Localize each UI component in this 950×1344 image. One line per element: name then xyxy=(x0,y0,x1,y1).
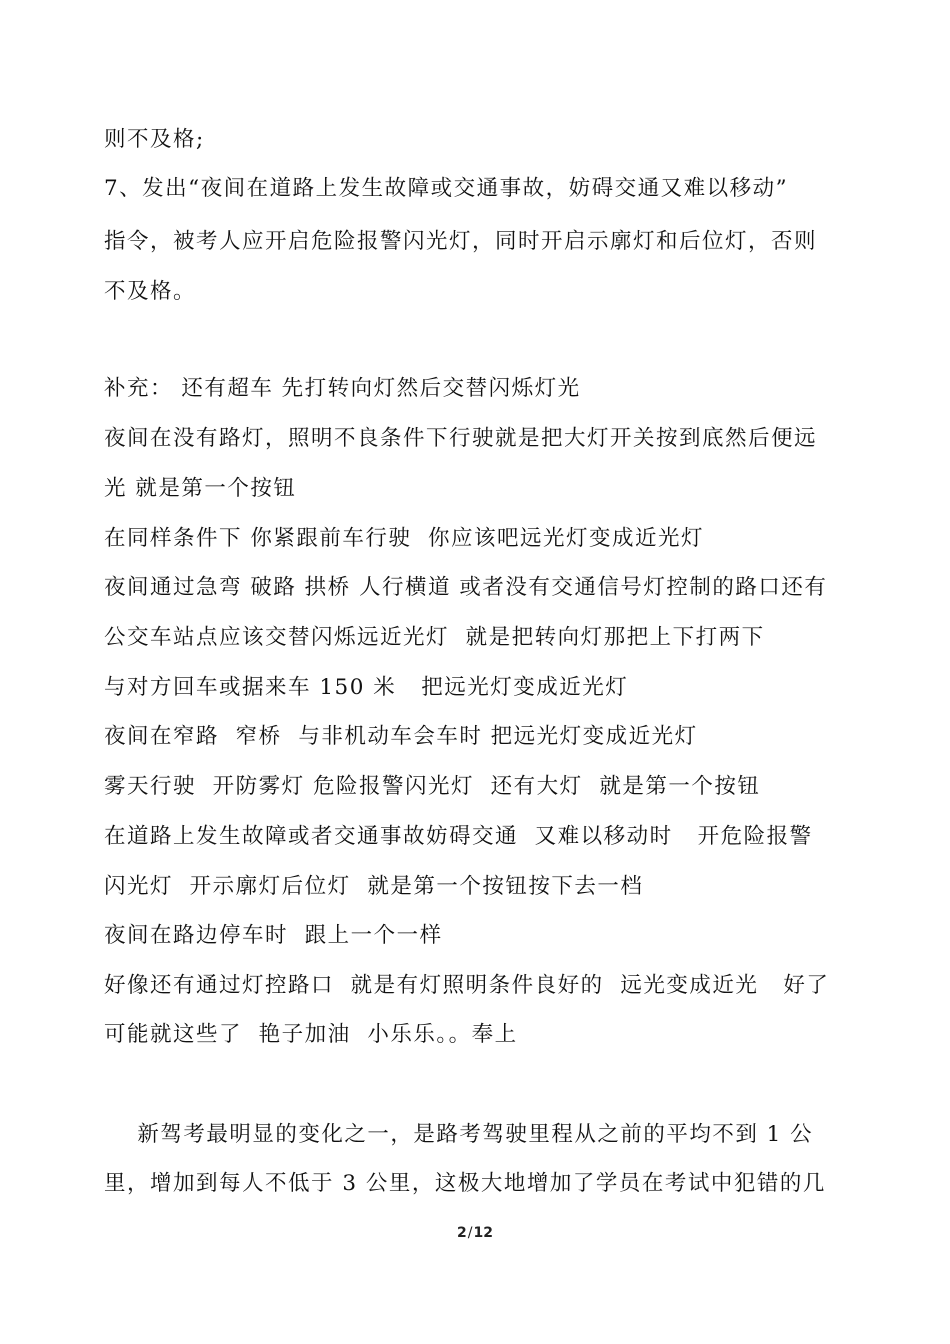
text-line: 公交车站点应该交替闪烁远近光灯 就是把转向灯那把上下打两下 xyxy=(104,625,765,650)
text-line: 7、发出“夜间在道路上发生故障或交通事故，妨碍交通又难以移动” xyxy=(104,176,789,201)
current-page: 2 xyxy=(457,1225,467,1241)
text-line: 新驾考最明显的变化之一，是路考驾驶里程从之前的平均不到 1 公 xyxy=(104,1122,814,1147)
text-line: 在同样条件下 你紧跟前车行驶 你应该吧远光灯变成近光灯 xyxy=(104,526,705,551)
text-line: 夜间在窄路 窄桥 与非机动车会车时 把远光灯变成近光灯 xyxy=(104,724,698,749)
text-line: 光 就是第一个按钮 xyxy=(104,476,297,501)
text-line: 与对方回车或据来车 150 米 把远光灯变成近光灯 xyxy=(104,675,629,700)
page-separator: / xyxy=(467,1225,473,1241)
text-line: 闪光灯 开示廓灯后位灯 就是第一个按钮按下去一档 xyxy=(104,874,644,899)
text-line: 夜间通过急弯 破路 拱桥 人行横道 或者没有交通信号灯控制的路口还有 xyxy=(104,575,828,600)
page-number xyxy=(0,1225,950,1241)
text-line: 夜间在没有路灯，照明不良条件下行驶就是把大灯开关按到底然后便远 xyxy=(104,426,818,451)
text-line: 可能就这些了 艳子加油 小乐乐。。奉上 xyxy=(104,1022,518,1047)
text-line: 雾天行驶 开防雾灯 危险报警闪光灯 还有大灯 就是第一个按钮 xyxy=(104,774,761,799)
text-line: 不及格。 xyxy=(104,279,197,304)
total-pages: 12 xyxy=(473,1225,493,1241)
text-line: 则不及格; xyxy=(104,127,205,152)
text-line: 在道路上发生故障或者交通事故妨碍交通 又难以移动时 开危险报警 xyxy=(104,824,813,849)
text-line: 里，增加到每人不低于 3 公里，这极大地增加了学员在考试中犯错的几 xyxy=(104,1171,826,1196)
text-line: 好像还有通过灯控路口 就是有灯照明条件良好的 远光变成近光 好了 xyxy=(104,973,830,998)
text-line: 夜间在路边停车时 跟上一个一样 xyxy=(104,923,443,948)
text-line: 指令，被考人应开启危险报警闪光灯，同时开启示廓灯和后位灯，否则 xyxy=(104,229,818,254)
text-line: 补充： 还有超车 先打转向灯然后交替闪烁灯光 xyxy=(104,376,581,401)
